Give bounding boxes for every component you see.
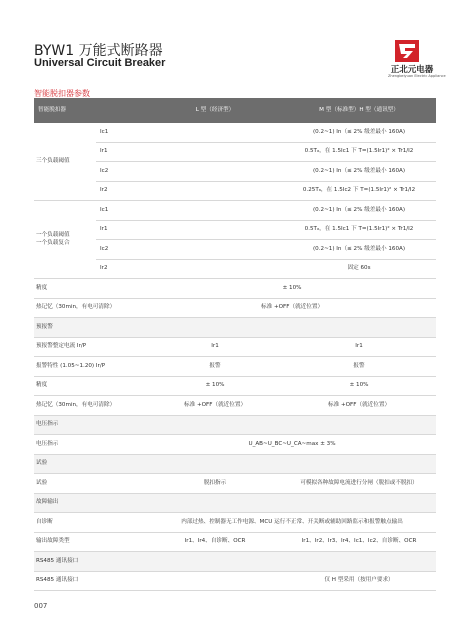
table-row: [34, 201, 436, 221]
brand-logo: [388, 40, 446, 78]
section-label: 试验: [34, 454, 436, 474]
row-label: 输出故障类型: [34, 532, 148, 552]
value-cell: Ir1: [282, 337, 436, 357]
table-row: [34, 123, 436, 142]
value-cell: 脱扣指示: [148, 474, 282, 494]
header-cell: 智能脱扣器: [34, 98, 148, 123]
value-cell: [148, 123, 282, 142]
param-cell: Ic1: [96, 201, 148, 221]
section-row: [34, 493, 436, 513]
trip-unit-parameter-table: [34, 98, 436, 591]
value-cell: 可模拟各种故障电流进行分闸（脱扣或不脱扣）: [282, 474, 436, 494]
value-cell: [148, 162, 282, 182]
value-cell: Ir1、Ir4、自诊断、OCR: [148, 532, 282, 552]
param-cell: Ir1: [96, 142, 148, 162]
table-header-row: [34, 98, 436, 123]
row-label: 精度: [34, 279, 148, 299]
value-cell: [148, 571, 282, 591]
section-label: RS485 通讯接口: [34, 552, 436, 572]
value-cell: 内部过热、控制器无工作电源、MCU 运行不正常、开关断或辅助回路监示和报警触点输出: [148, 513, 436, 533]
table-row: [34, 396, 436, 416]
section-label: 故障输出: [34, 493, 436, 513]
row-label: 预报警整定电流 Ir/P: [34, 337, 148, 357]
row-label: 热记忆（30min，有电可清除）: [34, 298, 148, 318]
row-label: 试验: [34, 474, 148, 494]
section-row: [34, 454, 436, 474]
value-cell: U_AB~U_BC~U_CA~max ± 3%: [148, 435, 436, 455]
value-cell: (0.2~1) In（≤ 2% 级差最小 160A): [282, 240, 436, 260]
row-label: 电压指示: [34, 435, 148, 455]
header-cell: M 型（标准型）H 型（通讯型）: [282, 98, 436, 123]
value-cell: 标准 +OFF（就近位置）: [282, 396, 436, 416]
section-label: 电压指示: [34, 415, 436, 435]
value-cell: 报警: [148, 357, 282, 377]
row-label: RS485 通讯接口: [34, 571, 148, 591]
value-cell: Ir1: [148, 337, 282, 357]
header-cell: L 型（经济型）: [148, 98, 282, 123]
value-cell: 0.5Tₐ，在 1.5Ic1 下 T=(1.5Ir1)² × Tr1/I2: [282, 142, 436, 162]
value-cell: 0.25Tₐ，在 1.5Ic2 下 T=(1.5Ir1)² × Tr1/I2: [282, 181, 436, 201]
value-cell: (0.2~1) In（≤ 2% 级差最小 160A): [282, 201, 436, 221]
row-label: 热记忆（30min，有电可清除）: [34, 396, 148, 416]
value-cell: [148, 220, 282, 240]
logo-subtext: Zhengbeiyuan Electric Appliance: [388, 74, 446, 78]
section-row: [34, 552, 436, 572]
group-label-line: 一个负载阈值: [36, 232, 70, 239]
group-label-line: 一个负载复合: [36, 239, 70, 246]
param-cell: Ic2: [96, 162, 148, 182]
value-cell: 0.5Tₐ，在 1.5Ic1 下 T=(1.5Ir1)² × Tr1/I2: [282, 220, 436, 240]
value-cell: 标准 +OFF（就近位置）: [148, 298, 436, 318]
table-row: [34, 474, 436, 494]
value-cell: (0.2~1) In（≤ 2% 级差最小 160A): [282, 123, 436, 142]
param-cell: Ir2: [96, 181, 148, 201]
section-row: [34, 415, 436, 435]
param-cell: Ic2: [96, 240, 148, 260]
value-cell: [148, 259, 282, 279]
value-cell: [148, 201, 282, 221]
value-cell: ± 10%: [282, 376, 436, 396]
table-row: [34, 532, 436, 552]
logo-mark-icon: [395, 40, 419, 62]
table-row: [34, 435, 436, 455]
table-row: [34, 298, 436, 318]
param-cell: Ic1: [96, 123, 148, 142]
table-row: [34, 357, 436, 377]
row-label: 精度: [34, 376, 148, 396]
table-row: [34, 376, 436, 396]
table-row: [34, 337, 436, 357]
logo-text: 正北元电器: [390, 65, 434, 75]
value-cell: (0.2~1) In（≤ 2% 级差最小 160A): [282, 162, 436, 182]
param-cell: Ir1: [96, 220, 148, 240]
page-title: BYW1 万能式断路器: [34, 43, 163, 59]
page-number: 007: [34, 602, 48, 610]
value-cell: ± 10%: [148, 376, 282, 396]
table-row: [34, 279, 436, 299]
table-row: [34, 513, 436, 533]
value-cell: 标准 +OFF（就近位置）: [148, 396, 282, 416]
row-label: 自诊断: [34, 513, 148, 533]
value-cell: 报警: [282, 357, 436, 377]
group-label: 三个负载阈值: [34, 123, 96, 201]
param-cell: Ir2: [96, 259, 148, 279]
row-label: 报警特性 (1.05~1.20) Ir/P: [34, 357, 148, 377]
value-cell: Ir1、Ir2、Ir3、Ir4、Ic1、Ic2、自诊断、OCR: [282, 532, 436, 552]
value-cell: [148, 181, 282, 201]
value-cell: 固定 60s: [282, 259, 436, 279]
value-cell: ± 10%: [148, 279, 436, 299]
page-subtitle: Universal Circuit Breaker: [34, 57, 166, 69]
section-row: [34, 318, 436, 338]
value-cell: 仅 H 型采用（按用户要求）: [282, 571, 436, 591]
section-label: 预报警: [34, 318, 436, 338]
value-cell: [148, 240, 282, 260]
group-label: [34, 201, 96, 279]
value-cell: [148, 142, 282, 162]
table-row: [34, 571, 436, 591]
section-heading: 智能脱扣器参数: [34, 89, 90, 98]
